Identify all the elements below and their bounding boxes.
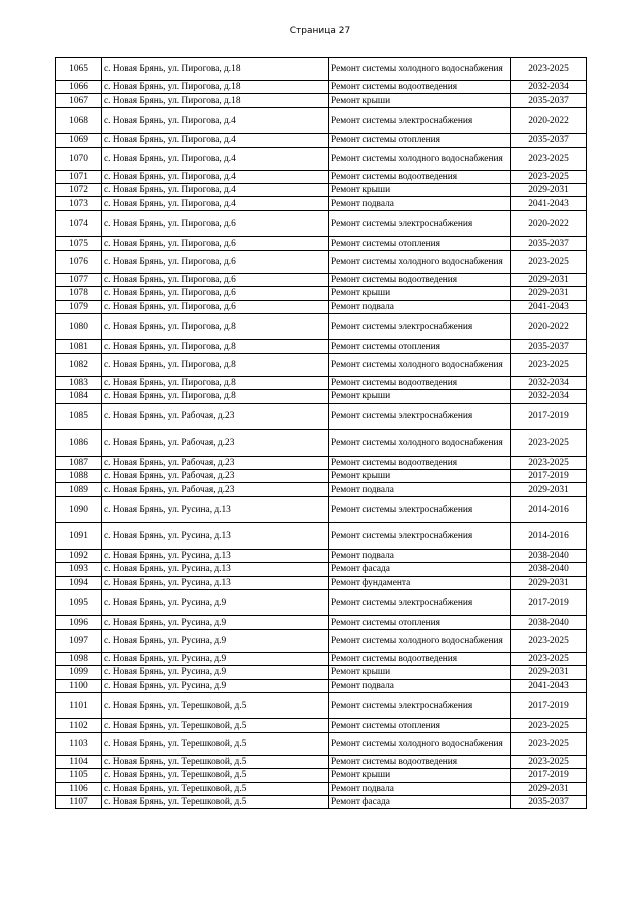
row-number-cell: 1091 bbox=[56, 523, 102, 550]
table-row bbox=[56, 796, 587, 809]
repair-period-cell: 2023-2025 bbox=[511, 353, 587, 376]
repair-work-cell: Ремонт системы электроснабжения bbox=[329, 692, 511, 719]
table-row bbox=[56, 616, 587, 629]
repair-period-cell: 2035-2037 bbox=[511, 94, 587, 107]
address-cell: с. Новая Брянь, ул. Рабочая, д.23 bbox=[102, 469, 329, 482]
repair-work-cell: Ремонт крыши bbox=[329, 769, 511, 782]
repair-period-cell: 2017-2019 bbox=[511, 769, 587, 782]
repair-work-cell: Ремонт системы холодного водоснабжения bbox=[329, 732, 511, 755]
repair-work-cell: Ремонт системы водоотведения bbox=[329, 652, 511, 665]
address-cell: с. Новая Брянь, ул. Терешковой, д.5 bbox=[102, 796, 329, 809]
repair-period-cell: 2038-2040 bbox=[511, 616, 587, 629]
table-row bbox=[56, 652, 587, 665]
address-cell: с. Новая Брянь, ул. Русина, д.9 bbox=[102, 589, 329, 616]
address-cell: с. Новая Брянь, ул. Пирогова, д.6 bbox=[102, 250, 329, 273]
repair-period-cell: 2041-2043 bbox=[511, 300, 587, 313]
repair-work-cell: Ремонт крыши bbox=[329, 469, 511, 482]
address-cell: с. Новая Брянь, ул. Русина, д.9 bbox=[102, 679, 329, 692]
repair-period-cell: 2041-2043 bbox=[511, 679, 587, 692]
table-row bbox=[56, 58, 587, 81]
table-row bbox=[56, 469, 587, 482]
table-row bbox=[56, 300, 587, 313]
row-number-cell: 1084 bbox=[56, 390, 102, 403]
row-number-cell: 1106 bbox=[56, 782, 102, 795]
address-cell: с. Новая Брянь, ул. Терешковой, д.5 bbox=[102, 769, 329, 782]
row-number-cell: 1081 bbox=[56, 340, 102, 353]
repair-period-cell: 2020-2022 bbox=[511, 107, 587, 134]
repair-work-cell: Ремонт крыши bbox=[329, 666, 511, 679]
repair-work-cell: Ремонт системы холодного водоснабжения bbox=[329, 250, 511, 273]
address-cell: с. Новая Брянь, ул. Пирогова, д.8 bbox=[102, 340, 329, 353]
address-cell: с. Новая Брянь, ул. Пирогова, д.4 bbox=[102, 147, 329, 170]
repair-work-cell: Ремонт системы холодного водоснабжения bbox=[329, 629, 511, 652]
repair-work-cell: Ремонт системы водоотведения bbox=[329, 273, 511, 286]
repair-period-cell: 2029-2031 bbox=[511, 184, 587, 197]
row-number-cell: 1105 bbox=[56, 769, 102, 782]
repair-work-cell: Ремонт системы водоотведения bbox=[329, 376, 511, 389]
repair-period-cell: 2038-2040 bbox=[511, 563, 587, 576]
address-cell: с. Новая Брянь, ул. Рабочая, д.23 bbox=[102, 430, 329, 457]
repair-work-cell: Ремонт крыши bbox=[329, 94, 511, 107]
address-cell: с. Новая Брянь, ул. Пирогова, д.18 bbox=[102, 58, 329, 81]
row-number-cell: 1085 bbox=[56, 403, 102, 430]
repair-work-cell: Ремонт подвала bbox=[329, 300, 511, 313]
repair-period-cell: 2029-2031 bbox=[511, 666, 587, 679]
repair-work-cell: Ремонт системы электроснабжения bbox=[329, 589, 511, 616]
row-number-cell: 1101 bbox=[56, 692, 102, 719]
row-number-cell: 1078 bbox=[56, 287, 102, 300]
repair-period-cell: 2032-2034 bbox=[511, 81, 587, 94]
row-number-cell: 1075 bbox=[56, 237, 102, 250]
address-cell: с. Новая Брянь, ул. Русина, д.9 bbox=[102, 629, 329, 652]
address-cell: с. Новая Брянь, ул. Русина, д.9 bbox=[102, 616, 329, 629]
row-number-cell: 1070 bbox=[56, 147, 102, 170]
row-number-cell: 1092 bbox=[56, 549, 102, 562]
address-cell: с. Новая Брянь, ул. Терешковой, д.5 bbox=[102, 755, 329, 768]
table-row bbox=[56, 197, 587, 210]
table-row bbox=[56, 273, 587, 286]
row-number-cell: 1096 bbox=[56, 616, 102, 629]
address-cell: с. Новая Брянь, ул. Русина, д.9 bbox=[102, 666, 329, 679]
address-cell: с. Новая Брянь, ул. Пирогова, д.6 bbox=[102, 273, 329, 286]
repair-period-cell: 2023-2025 bbox=[511, 652, 587, 665]
repair-work-cell: Ремонт системы электроснабжения bbox=[329, 210, 511, 237]
address-cell: с. Новая Брянь, ул. Пирогова, д.8 bbox=[102, 376, 329, 389]
row-number-cell: 1090 bbox=[56, 496, 102, 523]
repair-period-cell: 2032-2034 bbox=[511, 376, 587, 389]
table-row bbox=[56, 755, 587, 768]
repair-period-cell: 2014-2016 bbox=[511, 523, 587, 550]
row-number-cell: 1065 bbox=[56, 58, 102, 81]
repair-period-cell: 2017-2019 bbox=[511, 589, 587, 616]
repair-period-cell: 2029-2031 bbox=[511, 576, 587, 589]
table-row bbox=[56, 376, 587, 389]
repair-period-cell: 2017-2019 bbox=[511, 692, 587, 719]
table-row bbox=[56, 134, 587, 147]
row-number-cell: 1077 bbox=[56, 273, 102, 286]
repair-work-cell: Ремонт подвала bbox=[329, 549, 511, 562]
repair-work-cell: Ремонт крыши bbox=[329, 287, 511, 300]
table-row bbox=[56, 430, 587, 457]
repair-work-cell: Ремонт системы водоотведения bbox=[329, 81, 511, 94]
row-number-cell: 1103 bbox=[56, 732, 102, 755]
row-number-cell: 1097 bbox=[56, 629, 102, 652]
address-cell: с. Новая Брянь, ул. Терешковой, д.5 bbox=[102, 732, 329, 755]
table-row bbox=[56, 340, 587, 353]
repair-period-cell: 2014-2016 bbox=[511, 496, 587, 523]
row-number-cell: 1093 bbox=[56, 563, 102, 576]
row-number-cell: 1087 bbox=[56, 456, 102, 469]
repair-period-cell: 2023-2025 bbox=[511, 58, 587, 81]
repair-work-cell: Ремонт подвала bbox=[329, 782, 511, 795]
repair-work-cell: Ремонт фасада bbox=[329, 796, 511, 809]
repair-work-cell: Ремонт системы отопления bbox=[329, 340, 511, 353]
address-cell: с. Новая Брянь, ул. Пирогова, д.4 bbox=[102, 170, 329, 183]
table-row bbox=[56, 549, 587, 562]
row-number-cell: 1069 bbox=[56, 134, 102, 147]
table-row bbox=[56, 107, 587, 134]
repair-period-cell: 2023-2025 bbox=[511, 732, 587, 755]
repair-period-cell: 2029-2031 bbox=[511, 782, 587, 795]
row-number-cell: 1066 bbox=[56, 81, 102, 94]
row-number-cell: 1098 bbox=[56, 652, 102, 665]
repair-period-cell: 2035-2037 bbox=[511, 340, 587, 353]
row-number-cell: 1104 bbox=[56, 755, 102, 768]
repair-work-cell: Ремонт системы водоотведения bbox=[329, 170, 511, 183]
table-row bbox=[56, 81, 587, 94]
address-cell: с. Новая Брянь, ул. Рабочая, д.23 bbox=[102, 483, 329, 496]
row-number-cell: 1068 bbox=[56, 107, 102, 134]
repair-work-cell: Ремонт системы водоотведения bbox=[329, 456, 511, 469]
row-number-cell: 1089 bbox=[56, 483, 102, 496]
row-number-cell: 1107 bbox=[56, 796, 102, 809]
address-cell: с. Новая Брянь, ул. Пирогова, д.8 bbox=[102, 313, 329, 340]
repair-work-cell: Ремонт крыши bbox=[329, 390, 511, 403]
repair-period-cell: 2035-2037 bbox=[511, 237, 587, 250]
row-number-cell: 1080 bbox=[56, 313, 102, 340]
table-row bbox=[56, 94, 587, 107]
address-cell: с. Новая Брянь, ул. Пирогова, д.18 bbox=[102, 94, 329, 107]
table-row bbox=[56, 237, 587, 250]
row-number-cell: 1083 bbox=[56, 376, 102, 389]
repair-work-cell: Ремонт подвала bbox=[329, 197, 511, 210]
repair-period-cell: 2038-2040 bbox=[511, 549, 587, 562]
row-number-cell: 1073 bbox=[56, 197, 102, 210]
address-cell: с. Новая Брянь, ул. Русина, д.13 bbox=[102, 563, 329, 576]
table-row bbox=[56, 523, 587, 550]
address-cell: с. Новая Брянь, ул. Терешковой, д.5 bbox=[102, 692, 329, 719]
row-number-cell: 1100 bbox=[56, 679, 102, 692]
table-row bbox=[56, 576, 587, 589]
address-cell: с. Новая Брянь, ул. Пирогова, д.6 bbox=[102, 237, 329, 250]
repair-work-cell: Ремонт подвала bbox=[329, 679, 511, 692]
repair-period-cell: 2023-2025 bbox=[511, 629, 587, 652]
row-number-cell: 1094 bbox=[56, 576, 102, 589]
repair-work-cell: Ремонт системы электроснабжения bbox=[329, 523, 511, 550]
repair-work-cell: Ремонт подвала bbox=[329, 483, 511, 496]
row-number-cell: 1072 bbox=[56, 184, 102, 197]
address-cell: с. Новая Брянь, ул. Русина, д.13 bbox=[102, 549, 329, 562]
table-row bbox=[56, 692, 587, 719]
table-row bbox=[56, 679, 587, 692]
table-row bbox=[56, 250, 587, 273]
table-row bbox=[56, 732, 587, 755]
repair-work-cell: Ремонт фундамента bbox=[329, 576, 511, 589]
table-row bbox=[56, 403, 587, 430]
address-cell: с. Новая Брянь, ул. Русина, д.13 bbox=[102, 523, 329, 550]
repair-period-cell: 2023-2025 bbox=[511, 430, 587, 457]
table-row bbox=[56, 353, 587, 376]
repair-period-cell: 2017-2019 bbox=[511, 469, 587, 482]
address-cell: с. Новая Брянь, ул. Пирогова, д.8 bbox=[102, 353, 329, 376]
repair-work-cell: Ремонт системы отопления bbox=[329, 237, 511, 250]
table-row bbox=[56, 483, 587, 496]
row-number-cell: 1088 bbox=[56, 469, 102, 482]
repair-period-cell: 2023-2025 bbox=[511, 719, 587, 732]
row-number-cell: 1099 bbox=[56, 666, 102, 679]
table-row bbox=[56, 287, 587, 300]
repair-period-cell: 2029-2031 bbox=[511, 483, 587, 496]
repair-work-cell: Ремонт крыши bbox=[329, 184, 511, 197]
address-cell: с. Новая Брянь, ул. Пирогова, д.4 bbox=[102, 107, 329, 134]
address-cell: с. Новая Брянь, ул. Рабочая, д.23 bbox=[102, 403, 329, 430]
repair-period-cell: 2023-2025 bbox=[511, 170, 587, 183]
repair-work-cell: Ремонт системы отопления bbox=[329, 616, 511, 629]
row-number-cell: 1082 bbox=[56, 353, 102, 376]
table-row bbox=[56, 210, 587, 237]
address-cell: с. Новая Брянь, ул. Пирогова, д.6 bbox=[102, 210, 329, 237]
repair-work-cell: Ремонт фасада bbox=[329, 563, 511, 576]
table-row bbox=[56, 313, 587, 340]
table-row bbox=[56, 719, 587, 732]
address-cell: с. Новая Брянь, ул. Пирогова, д.4 bbox=[102, 134, 329, 147]
table-row bbox=[56, 184, 587, 197]
row-number-cell: 1086 bbox=[56, 430, 102, 457]
repair-period-cell: 2023-2025 bbox=[511, 755, 587, 768]
address-cell: с. Новая Брянь, ул. Терешковой, д.5 bbox=[102, 782, 329, 795]
repair-period-cell: 2035-2037 bbox=[511, 134, 587, 147]
repair-period-cell: 2020-2022 bbox=[511, 313, 587, 340]
repair-schedule-table bbox=[55, 57, 587, 809]
repair-work-cell: Ремонт системы холодного водоснабжения bbox=[329, 430, 511, 457]
table-row bbox=[56, 563, 587, 576]
repair-period-cell: 2029-2031 bbox=[511, 287, 587, 300]
repair-work-cell: Ремонт системы холодного водоснабжения bbox=[329, 353, 511, 376]
repair-period-cell: 2041-2043 bbox=[511, 197, 587, 210]
page-number-header: Страница 27 bbox=[289, 26, 351, 36]
table-row bbox=[56, 170, 587, 183]
repair-work-cell: Ремонт системы электроснабжения bbox=[329, 313, 511, 340]
address-cell: с. Новая Брянь, ул. Русина, д.9 bbox=[102, 652, 329, 665]
repair-period-cell: 2032-2034 bbox=[511, 390, 587, 403]
row-number-cell: 1102 bbox=[56, 719, 102, 732]
table-row bbox=[56, 589, 587, 616]
row-number-cell: 1095 bbox=[56, 589, 102, 616]
repair-period-cell: 2017-2019 bbox=[511, 403, 587, 430]
table-row bbox=[56, 666, 587, 679]
address-cell: с. Новая Брянь, ул. Рабочая, д.23 bbox=[102, 456, 329, 469]
address-cell: с. Новая Брянь, ул. Русина, д.13 bbox=[102, 496, 329, 523]
address-cell: с. Новая Брянь, ул. Русина, д.13 bbox=[102, 576, 329, 589]
repair-period-cell: 2023-2025 bbox=[511, 147, 587, 170]
table-row bbox=[56, 390, 587, 403]
address-cell: с. Новая Брянь, ул. Пирогова, д.4 bbox=[102, 197, 329, 210]
address-cell: с. Новая Брянь, ул. Пирогова, д.6 bbox=[102, 300, 329, 313]
row-number-cell: 1074 bbox=[56, 210, 102, 237]
repair-schedule-rows bbox=[56, 58, 587, 809]
row-number-cell: 1067 bbox=[56, 94, 102, 107]
repair-work-cell: Ремонт системы отопления bbox=[329, 134, 511, 147]
repair-work-cell: Ремонт системы водоотведения bbox=[329, 755, 511, 768]
address-cell: с. Новая Брянь, ул. Пирогова, д.4 bbox=[102, 184, 329, 197]
repair-period-cell: 2029-2031 bbox=[511, 273, 587, 286]
repair-period-cell: 2020-2022 bbox=[511, 210, 587, 237]
repair-work-cell: Ремонт системы холодного водоснабжения bbox=[329, 58, 511, 81]
row-number-cell: 1071 bbox=[56, 170, 102, 183]
repair-period-cell: 2023-2025 bbox=[511, 250, 587, 273]
address-cell: с. Новая Брянь, ул. Пирогова, д.6 bbox=[102, 287, 329, 300]
repair-work-cell: Ремонт системы электроснабжения bbox=[329, 403, 511, 430]
address-cell: с. Новая Брянь, ул. Пирогова, д.8 bbox=[102, 390, 329, 403]
table-row bbox=[56, 769, 587, 782]
repair-period-cell: 2035-2037 bbox=[511, 796, 587, 809]
table-row bbox=[56, 629, 587, 652]
repair-work-cell: Ремонт системы холодного водоснабжения bbox=[329, 147, 511, 170]
table-row bbox=[56, 496, 587, 523]
address-cell: с. Новая Брянь, ул. Пирогова, д.18 bbox=[102, 81, 329, 94]
row-number-cell: 1076 bbox=[56, 250, 102, 273]
repair-work-cell: Ремонт системы отопления bbox=[329, 719, 511, 732]
repair-work-cell: Ремонт системы электроснабжения bbox=[329, 496, 511, 523]
table-row bbox=[56, 456, 587, 469]
address-cell: с. Новая Брянь, ул. Терешковой, д.5 bbox=[102, 719, 329, 732]
row-number-cell: 1079 bbox=[56, 300, 102, 313]
table-row bbox=[56, 782, 587, 795]
repair-work-cell: Ремонт системы электроснабжения bbox=[329, 107, 511, 134]
table-row bbox=[56, 147, 587, 170]
repair-period-cell: 2023-2025 bbox=[511, 456, 587, 469]
